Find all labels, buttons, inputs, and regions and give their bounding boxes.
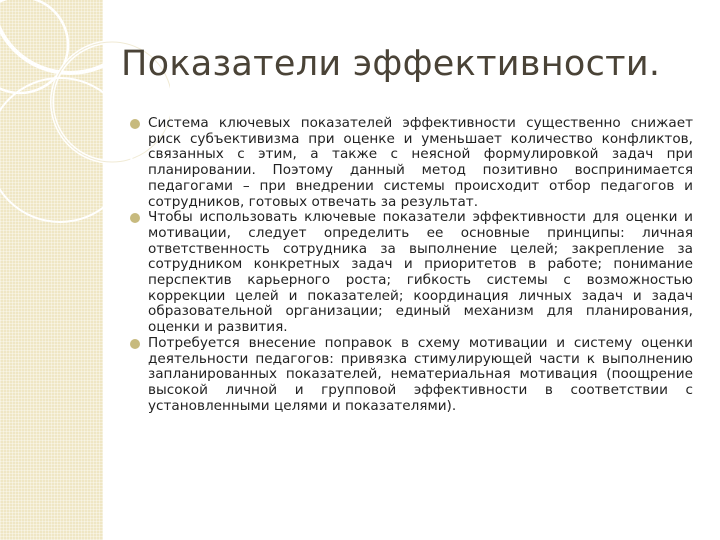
circle-bullet-icon <box>130 119 140 129</box>
circle-bullet-icon <box>130 339 140 349</box>
bullet-item <box>130 336 693 415</box>
bullet-item <box>130 116 693 210</box>
bullet-item <box>130 210 693 336</box>
bullet-list <box>130 116 693 414</box>
bullet-text: Система ключевых показателей эффективности существенно снижает риск субъективизма при оценке и уменьшает количество конфликтов, связанных с этим, а также с неясной формулировкой задач при планировании. Поэтому данный метод позитивно воспринимается педагогами – при внедрении системы происходит отбор педагогов и сотрудников, готовых отвечать за результат. <box>148 115 693 210</box>
circle-bullet-icon <box>130 213 140 223</box>
slide-title: Показатели эффективности. <box>121 44 661 84</box>
bullet-text: Потребуется внесение поправок в схему мотивации и систему оценки деятельности педагогов: привязка стимулирующей части к выполнению запланированных показателей, нематериальная мотивация (поощрение высокой личной и групповой эффективности в соответствии с установленными целями и показателями). <box>148 334 693 414</box>
bullet-text: Чтобы использовать ключевые показатели эффективности для оценки и мотивации, следует определить ее основные принципы: личная ответственность сотрудника за выполнение целей; закрепление за сотрудником конкретных задач и приоритетов в работе; понимание перспектив карьерного роста; гибкость системы с возможностью коррекции целей и показателей; координация личных задач и задач образовательной организации; единый механизм для планирования, оценки и развития. <box>148 209 693 336</box>
